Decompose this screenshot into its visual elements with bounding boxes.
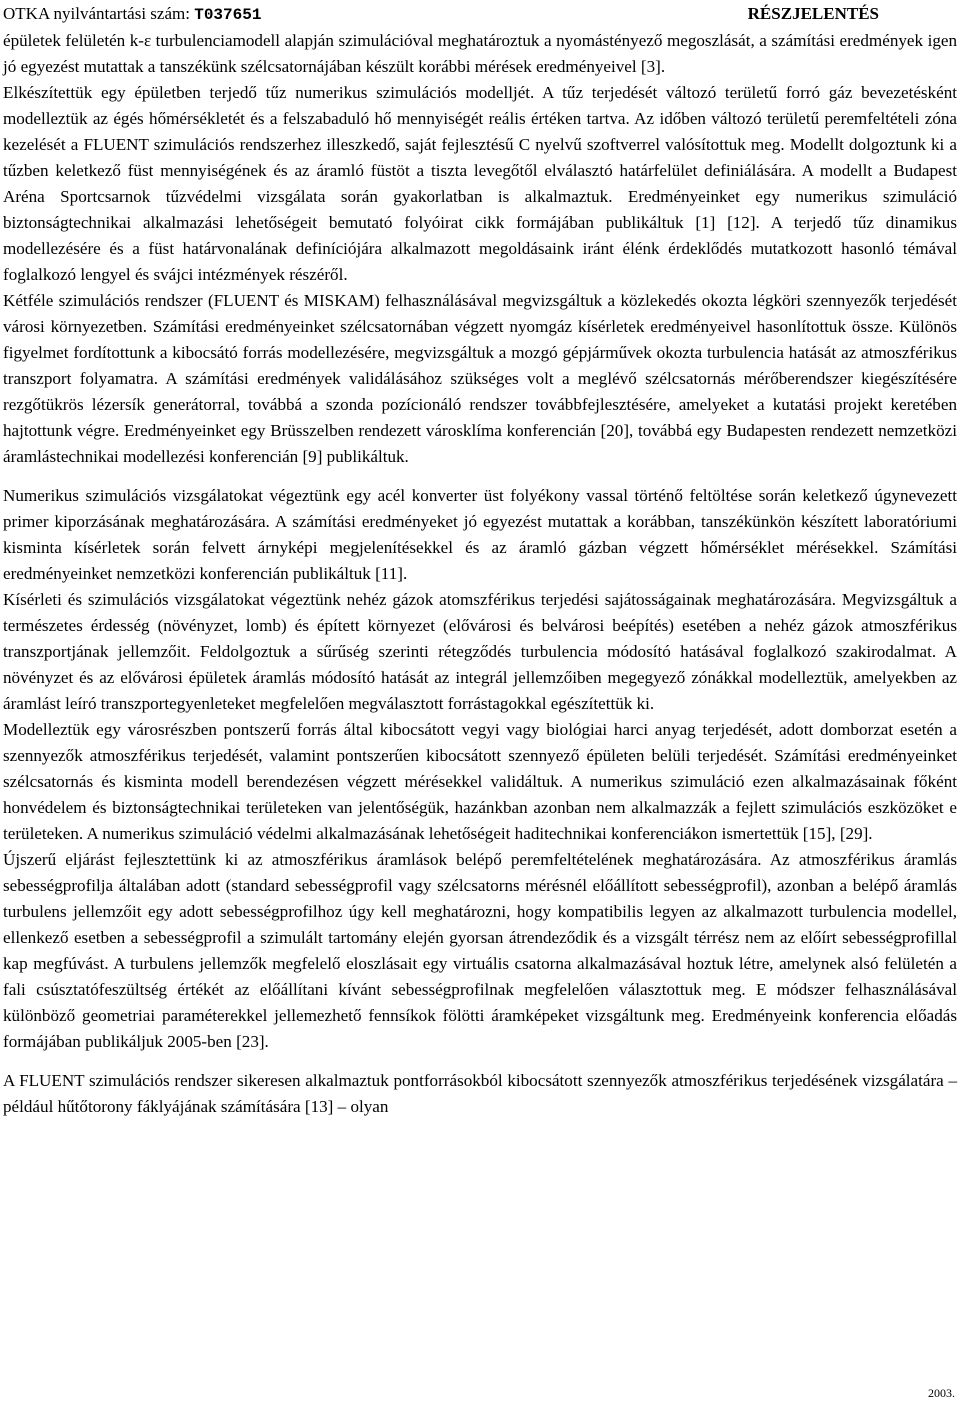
paragraph-7: Újszerű eljárást fejlesztettünk ki az atmoszférikus áramlások belépő peremfeltételének meghatározására. Az atmoszférikus áramlás sebességprofilja általában adott (standard sebességprofil vagy szélcsatorns mérésnél előállított sebességprofil), azonban a belépő áramlás turbulens jellemzőit egy adott sebességprofilhoz úgy kell meghatározni, hogy kompatibilis legyen az alkalmazott turbulencia modellel, ellenkező esetben a sebességprofil a szimulált tartomány elején gyorsan átrendeződik és a vizsgált térrész nem az előírt sebességprofillal kap megfúvást. A turbulens jellemzők megfelelő eloszlásait egy virtuális csatorna alkalmazásával hoztuk létre, amelynek alsó felületén a fali csúsztatófeszültség értékét az előállítani kívánt sebességprofilnak megfelelően választottuk meg. E módszer felhasználásával különböző geometriai paraméterekkel jellemezhető fennsíkok fölötti áramképeket vizsgáltunk meg. Eredményeink konferencia előadás formájában publikáljuk 2005-ben [23]. (3, 850, 957, 1051)
page-footer-year: 2003. (928, 1386, 955, 1400)
paragraph-5: Kísérleti és szimulációs vizsgálatokat végeztünk nehéz gázok atomszférikus terjedési sajátosságainak meghatározására. Megvizsgáltuk a természetes érdesség (növényzet, lomb) és épített környezet (elővárosi és belvárosi beépítés) esetében a nehéz gázok atmoszférikus transzportjának jellemzőit. Feldolgoztuk a sűrűség szerinti rétegződés turbulencia módosító hatásával foglalkozó szakirodalmat. A növényzet és az elővárosi épületek áramlás módosító hatását az integrál jellemzőiben megegyező zónákkal modelleztük, amelyekben az áramlást leíró transzportegyenleteket megfelelően megválasztott forrástagokkal egészítettük ki. (3, 590, 957, 713)
paragraph-6: Modelleztük egy városrészben pontszerű forrás által kibocsátott vegyi vagy biológiai harci anyag terjedését, adott domborzat esetén a szennyezők atmoszférikus terjedését, valamint pontszerűen kibocsátott szennyező épületen belüli terjedését. Számítási eredményeinket szélcsatornás és kisminta modell berendezésen végzett mérésekkel validáltuk. A numerikus szimuláció ezen alkalmazásainak főként honvédelem és biztonságtechnikai területeken van jelentőségük, hazánkban azonban nem alkalmazzák a fejlett szimulációs eszközöket e területeken. A numerikus szimuláció védelmi alkalmazásának lehetőségeit haditechnikai konferenciákon ismertettük [15], [29]. (3, 720, 957, 843)
paragraph-4: Numerikus szimulációs vizsgálatokat végeztünk egy acél konverter üst folyékony vassal történő feltöltése során keletkező úgynevezett primer kiporzásának meghatározására. A számítási eredményeket jó egyezést mutattak a korábban, tanszékünkön készített laboratóriumi kisminta kísérletek során felvett árnyképi megjelenítésekkel és az áramló gázban végzett hőmérséklet mérésekkel. Számítási eredményeinket nemzetközi konferencián publikáltuk [11]. (3, 486, 957, 583)
page-header (3, 4, 957, 26)
header-id-code: T037651 (194, 6, 262, 24)
header-registration (3, 4, 261, 24)
paragraph-8: A FLUENT szimulációs rendszer sikeresen alkalmaztuk pontforrásokból kibocsátott szennyezők atmoszférikus terjedésének vizsgálatára – például hűtőtorony fáklyájának számítására [13] – olyan (3, 1071, 957, 1116)
document-body (3, 28, 957, 1120)
paragraph-3: Kétféle szimulációs rendszer (FLUENT és MISKAM) felhasználásával megvizsgáltuk a közlekedés okozta légköri szennyezők terjedését városi környezetben. Számítási eredményeinket szélcsatornában végzett nyomgáz kísérletek eredményeivel hasonlítottuk össze. Különös figyelmet fordítottunk a kibocsátó forrás modellezésére, megvizsgáltuk a mozgó gépjárművek okozta turbulencia hatását az atmoszférikus transzport folyamatra. A számítási eredmények validálásához szükséges volt a meglévő szélcsatornás mérőberendszer kiegészítésére rezgőtükrös lézersík generátorral, továbbá a szonda pozícionáló rendszer továbbfejlesztésére, amelyeket a kutatási projekt keretében hajtottunk végre. Eredményeinket egy Brüsszelben rendezett városklíma konferencián [20], továbbá egy Budapesten rendezett nemzetközi áramlástechnikai modellezési konferencián [9] publikáltuk. (3, 291, 957, 466)
header-report-type: RÉSZJELENTÉS (747, 4, 879, 23)
header-registration-label: OTKA nyilvántartási szám: (3, 4, 195, 23)
paragraph-1: épületek felületén k-ε turbulenciamodell alapján szimulációval meghatároztuk a nyomástényező megoszlását, a számítási eredmények igen jó egyezést mutattak a tanszékünk szélcsatornájában készült korábbi mérések eredményeivel [3]. (3, 31, 957, 76)
paragraph-2: Elkészítettük egy épületben terjedő tűz numerikus szimulációs modelljét. A tűz terjedését változó területű forró gáz bevezetésként modelleztük az égés hőmérsékletét és a felszabaduló hő mennyiségét reális értéken tartva. Az időben változó területű peremfeltételi zóna kezelését a FLUENT szimulációs rendszerhez illeszkedő, saját fejlesztésű C nyelvű szoftverrel valósítottuk meg. Modellt dolgoztunk ki a tűzben keletkező füst mennyiségének és az áramló füstöt a tiszta levegőtől elválasztó határfelület definiálására. A modellt a Budapest Aréna Sportcsarnok tűzvédelmi vizsgálata során gyakorlatban is alkalmaztuk. Eredményeinket egy numerikus szimuláció biztonságtechnikai alkalmazási lehetőségeit bemutató folyóirat cikk formájában publikáltuk [1] [12]. A terjedő tűz dinamikus modellezésére és a füst határvonalának definíciójára alkalmazott megoldásaink iránt élénk érdeklődés mutatkozott hasonló témával foglalkozó lengyel és svájci intézmények részéről. (3, 83, 957, 284)
